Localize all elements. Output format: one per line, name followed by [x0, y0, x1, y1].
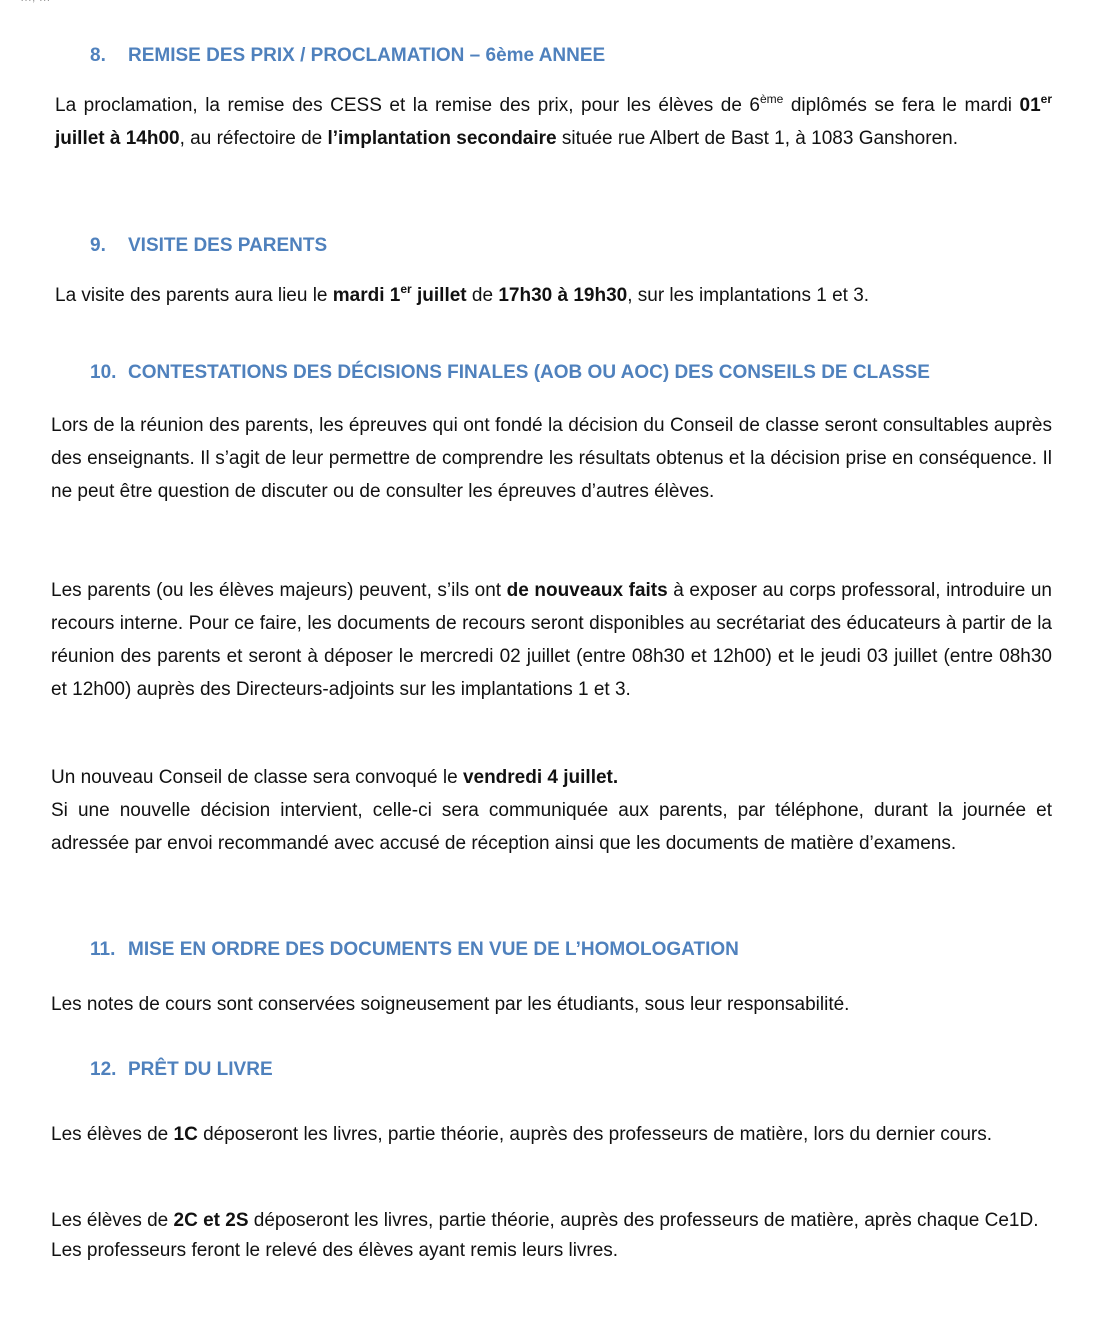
section-8-paragraph: La proclamation, la remise des CESS et la remise des prix, pour les élèves de 6ème diplômés se fera le mardi 01er juillet à 14h00, au réfectoire de l’implantation secondaire située rue Albert de Bast 1, à 1083 Ganshoren. [55, 91, 1052, 149]
section-9-number: 9. [90, 235, 106, 256]
section-8-heading [90, 44, 605, 68]
section-10-title: CONTESTATIONS DES DÉCISIONS FINALES (AOB OU AOC) DES CONSEILS DE CLASSE [128, 362, 930, 383]
section-8-title: REMISE DES PRIX / PROCLAMATION – 6ème ANNEE [128, 45, 606, 66]
section-10-number: 10. [90, 362, 117, 383]
section-12-heading [90, 1058, 273, 1082]
section-10-heading [90, 361, 930, 385]
section-12-title: PRÊT DU LIVRE [128, 1059, 273, 1080]
section-11-heading [90, 938, 739, 962]
section-11-paragraph: Les notes de cours sont conservées soigneusement par les étudiants, sous leur responsabilité. [51, 994, 850, 1015]
section-9-heading [90, 234, 327, 258]
section-11-number: 11. [90, 939, 116, 960]
cropped-previous-line [20, 0, 250, 4]
section-9-title: VISITE DES PARENTS [128, 235, 328, 256]
section-11-title: MISE EN ORDRE DES DOCUMENTS EN VUE DE L’HOMOLOGATION [128, 939, 739, 960]
section-9-paragraph: La visite des parents aura lieu le mardi 1er juillet de 17h30 à 19h30, sur les implantations 1 et 3. [55, 281, 870, 306]
section-10-paragraph-2: Les parents (ou les élèves majeurs) peuvent, s’ils ont de nouveaux faits à exposer au corps professoral, introduire un recours interne. Pour ce faire, les documents de recours seront disponibles au secrétariat des éducateurs à partir de la réunion des parents et seront à déposer le mercredi 02 juillet (entre 08h30 et 12h00) et le jeudi 03 juillet (entre 08h30 et 12h00) auprès des Directeurs-adjoints sur les implantations 1 et 3. [51, 580, 1052, 700]
section-12-paragraph-2: Les élèves de 2C et 2S déposeront les livres, partie théorie, auprès des professeurs de matière, après chaque Ce1D. Les professeurs feront le relevé des élèves ayant remis leurs livres. [51, 1210, 1039, 1261]
section-12-number: 12. [90, 1059, 117, 1080]
section-10-paragraph-3: Un nouveau Conseil de classe sera convoqué le vendredi 4 juillet. Si une nouvelle décision intervient, celle-ci sera communiquée aux parents, par téléphone, durant la journée et adressée par envoi recommandé avec accusé de réception ainsi que les documents de matière d’examens. [51, 767, 1052, 854]
section-8-number: 8. [90, 45, 106, 66]
section-10-paragraph-1: Lors de la réunion des parents, les épreuves qui ont fondé la décision du Conseil de classe seront consultables auprès des enseignants. Il s’agit de leur permettre de comprendre les résultats obtenus et la décision prise en conséquence. Il ne peut être question de discuter ou de consulter les épreuves d’autres élèves. [51, 415, 1052, 502]
section-12-paragraph-1: Les élèves de 1C déposeront les livres, partie théorie, auprès des professeurs de matière, lors du dernier cours. [51, 1124, 993, 1145]
